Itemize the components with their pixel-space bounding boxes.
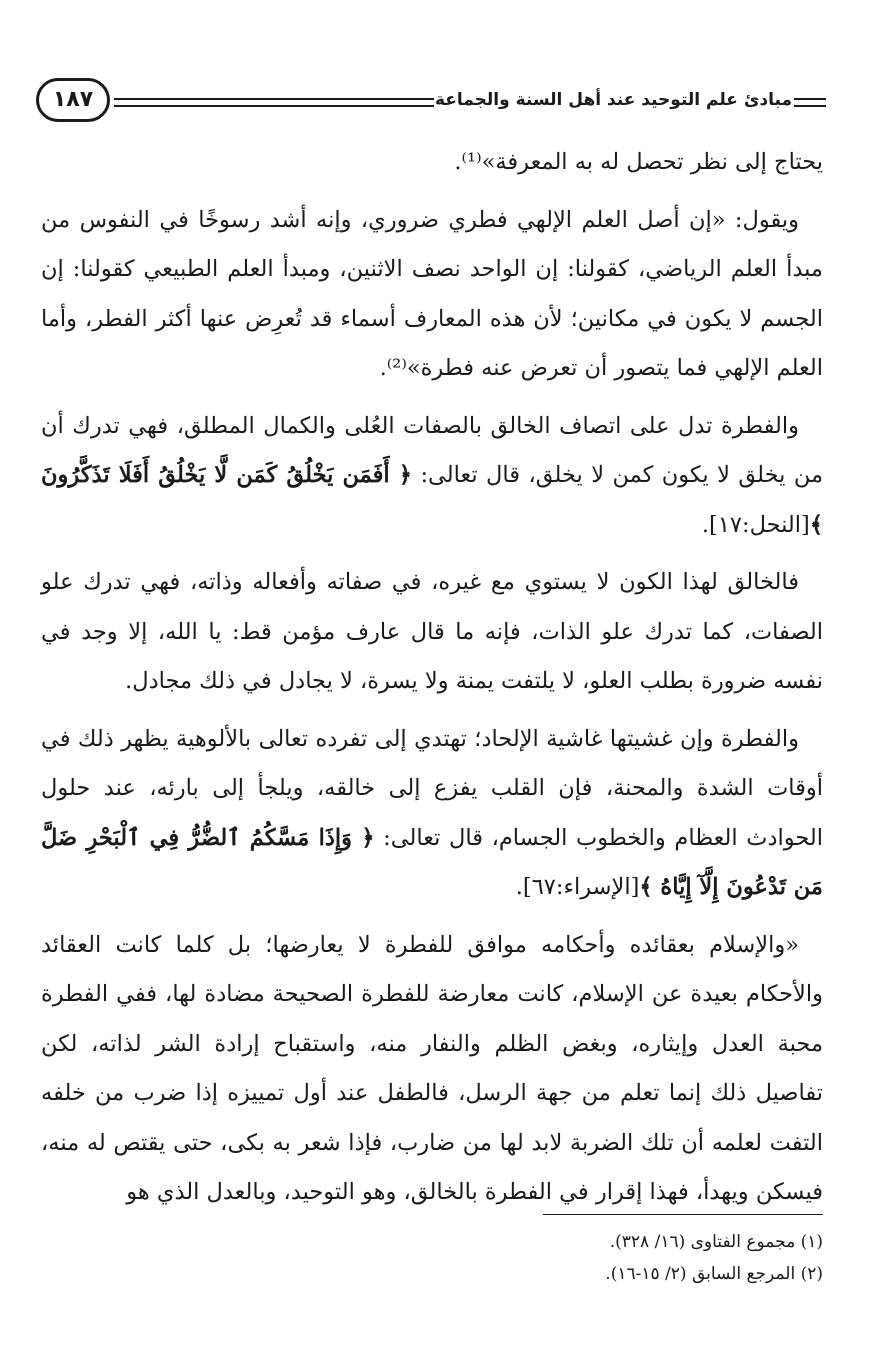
- quran-verse: ﴿ وَإِذَا مَسَّكُمُ ٱلضُّرُّ فِي ٱلْبَحْرِ ضَلَّ مَن تَدْعُونَ إِلَّآ إِيَّاهُ ﴾: [41, 824, 823, 900]
- header-rule: [114, 98, 434, 100]
- footnotes: [41, 1226, 823, 1290]
- footnote-separator: [543, 1214, 823, 1215]
- header-ornament-rule: [794, 98, 826, 100]
- footnote: (١) مجموع الفتاوى (١٦/ ٣٢٨).: [609, 1232, 823, 1252]
- header-rule: [114, 105, 434, 107]
- paragraph: [41, 402, 823, 551]
- header-title: مبادئ علم التوحيد عند أهل السنة والجماعة: [434, 90, 792, 110]
- page-number: ١٨٧: [36, 78, 110, 122]
- verse-reference: [الإسراء:٦٧].: [515, 874, 640, 900]
- header-ornament-rule: [794, 105, 826, 107]
- verse-reference: [النحل:١٧].: [701, 511, 810, 538]
- paragraph-text: والفطرة تدل على اتصاف الخالق بالصفات العُلى والكمال المطلق، فهي تدرك أن من يخلق لا يكون كمن لا يخلق، قال تعالى:: [41, 412, 823, 488]
- paragraph-text: والفطرة وإن غشيتها غاشية الإلحاد؛ تهتدي إلى تفرده تعالى بالألوهية يظهر ذلك في أوقات الشدة والمحنة، فإن القلب يفزع إلى خالقه، ويلجأ إلى بارئه، عند حلول الحوادث العظام والخطوب الجسام، قال تعالى:: [41, 725, 823, 851]
- paragraph: يحتاج إلى نظر تحصل له به المعرفة»⁽¹⁾.: [454, 149, 823, 175]
- paragraph: «والإسلام بعقائده وأحكامه موافق للفطرة لا يعارضها؛ بل كلما كانت العقائد والأحكام بعيدة عن الإسلام، كانت معارضة للفطرة الصحيحة مضادة لها، ففي الفطرة محبة العدل وإيثاره، وبغض الظلم والنفار منه، واستقباح إرادة الشر لذاته، لكن تفاصيل ذلك إنما تعلم من جهة الرسل، فالطفل عند أول تمييزه إذا ضرب من خلفه التفت لعلمه أن تلك الضربة لابد لها من ضارب، فإذا شعر به بكى، حتى يقتص له منه، فيسكن ويهدأ، فهذا إقرار في الفطرة بالخالق، وهو التوحيد، وبالعدل الذي هو: [41, 931, 823, 1205]
- main-text: [41, 138, 823, 1226]
- quran-verse: ﴿ أَفَمَن يَخْلُقُ كَمَن لَّا يَخْلُقُ أَفَلَا تَذَكَّرُونَ ﴾: [41, 462, 823, 538]
- paragraph: ويقول: «إن أصل العلم الإلهي فطري ضروري، وإنه أشد رسوخًا في النفوس من مبدأ العلم الرياضي، كقولنا: إن الواحد نصف الاثنين، ومبدأ العلم الطبيعي كقولنا: إن الجسم لا يكون في مكانين؛ لأن هذه المعارف أسماء قد تُعرِض عنها أكثر الفطر، وأما العلم الإلهي فما يتصور أن تعرض عنه فطرة»⁽²⁾.: [41, 206, 823, 381]
- footnote: (٢) المرجع السابق (٢/ ١٥-١٦).: [605, 1264, 823, 1284]
- paragraph: فالخالق لهذا الكون لا يستوي مع غيره، في صفاته وأفعاله وذاته، فهي تدرك علو الصفات، كما تدرك علو الذات، فإنه ما قال عارف مؤمن قط: يا الله، إلا وجد في نفسه ضرورة بطلب العلو، لا يلتفت يمنة ولا يسرة، لا يجادل في ذلك مجادل.: [41, 569, 823, 694]
- running-header: [36, 78, 826, 128]
- paragraph: [41, 715, 823, 913]
